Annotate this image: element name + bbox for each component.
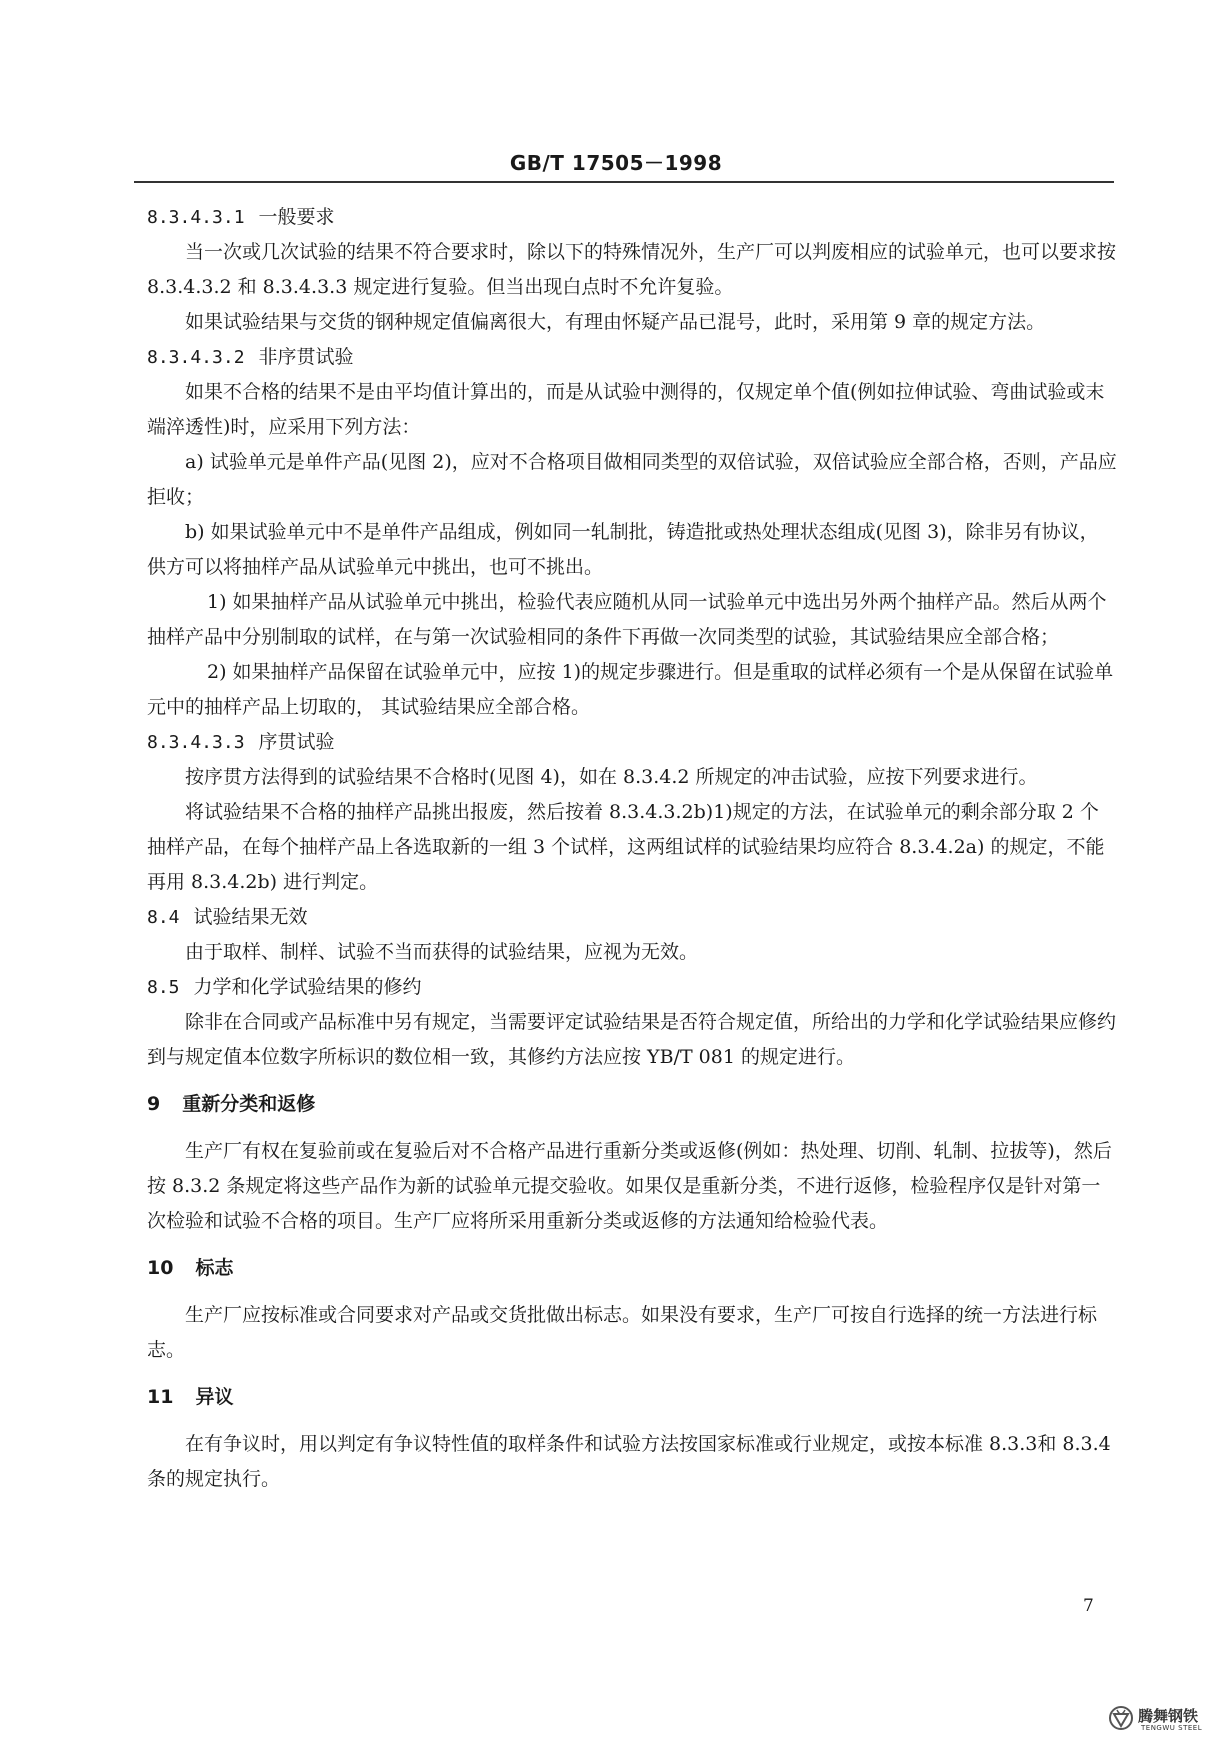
chapter-heading: [147, 1087, 1117, 1122]
header-rule: [134, 181, 1114, 183]
paragraph: 生产厂有权在复验前或在复验后对不合格产品进行重新分类或返修(例如：热处理、切削、轧制、拉拔等)，然后按 8.3.2 条规定将这些产品作为新的试验单元提交验收。如果仅是重新分类，不进行返修，检验程序仅是针对第一次检验和试验不合格的项目。生产厂应将所采用重新分类或返修的方法通知给检验代表。: [147, 1140, 1112, 1232]
watermark-logo: [1108, 1703, 1232, 1735]
paragraph: 1) 如果抽样产品从试验单元中挑出，检验代表应随机从同一试验单元中选出另外两个抽样产品。然后从两个抽样产品中分别制取的试样，在与第一次试验相同的条件下再做一次同类型的试验，其试验结果应全部合格；: [147, 591, 1107, 648]
paragraph: 如果试验结果与交货的钢种规定值偏离很大，有理由怀疑产品已混号，此时，采用第 9 章的规定方法。: [185, 311, 1046, 333]
clause-title: 序贯试验: [258, 731, 335, 753]
clause-heading: [147, 970, 1117, 1005]
watermark-name-en: TENGWU STEEL: [1141, 1724, 1203, 1732]
clause-number: 8.4: [147, 907, 180, 928]
chapter-heading: [147, 1380, 1117, 1415]
standard-code: GB/T 17505－1998: [509, 151, 723, 175]
clause-title: 试验结果无效: [193, 906, 308, 928]
paragraph: 如果不合格的结果不是由平均值计算出的，而是从试验中测得的，仅规定单个值(例如拉伸试验、弯曲试验或末端淬透性)时，应采用下列方法：: [147, 381, 1105, 438]
clause-number: 8.3.4.3.1: [147, 207, 245, 228]
paragraph: 将试验结果不合格的抽样产品挑出报废，然后按着 8.3.4.3.2b)1)规定的方法，在试验单元的剩余部分取 2 个抽样产品，在每个抽样产品上各选取新的一组 3 个试样，这两组试样的试验结果均应符合 8.3.4.2a) 的规定，不能再用 8.3.4.2b) 进行判定。: [147, 801, 1105, 893]
clause-heading: [147, 725, 1117, 760]
watermark-name-cn: 腾舞钢铁: [1138, 1707, 1199, 1725]
paragraph: 2) 如果抽样产品保留在试验单元中，应按 1)的规定步骤进行。但是重取的试样必须有一个是从保留在试验单元中的抽样产品上切取的， 其试验结果应全部合格。: [147, 661, 1114, 718]
clause-heading: [147, 340, 1117, 375]
clause-heading: [147, 900, 1117, 935]
paragraph: a) 试验单元是单件产品(见图 2)，应对不合格项目做相同类型的双倍试验，双倍试验应全部合格，否则，产品应拒收；: [147, 451, 1117, 508]
chapter-heading: [147, 1251, 1117, 1286]
clause-number: 8.3.4.3.2: [147, 347, 245, 368]
clause-number: 8.3.4.3.3: [147, 732, 245, 753]
clause-number: 9: [147, 1093, 161, 1115]
clause-title: 非序贯试验: [258, 346, 354, 368]
document-body: [147, 200, 1117, 1497]
clause-title: 异议: [195, 1386, 234, 1408]
page-number: 7: [1083, 1596, 1094, 1616]
paragraph: 生产厂应按标准或合同要求对产品或交货批做出标志。如果没有要求，生产厂可按自行选择的统一方法进行标志。: [147, 1304, 1098, 1361]
clause-number: 11: [147, 1386, 174, 1408]
paragraph: 由于取样、制样、试验不当而获得的试验结果，应视为无效。: [185, 941, 699, 963]
clause-title: 标志: [195, 1257, 234, 1279]
tengwu-logo-icon: [1108, 1705, 1134, 1731]
paragraph: b) 如果试验单元中不是单件产品组成，例如同一轧制批，铸造批或热处理状态组成(见图 3)，除非另有协议，供方可以将抽样产品从试验单元中挑出，也可不挑出。: [147, 521, 1099, 578]
clause-title: 重新分类和返修: [182, 1093, 316, 1115]
clause-number: 8.5: [147, 977, 180, 998]
paragraph: 按序贯方法得到的试验结果不合格时(见图 4)，如在 8.3.4.2 所规定的冲击试验，应按下列要求进行。: [185, 766, 1038, 788]
clause-title: 力学和化学试验结果的修约: [193, 976, 422, 998]
paragraph: 当一次或几次试验的结果不符合要求时，除以下的特殊情况外，生产厂可以判废相应的试验单元，也可以要求按 8.3.4.3.2 和 8.3.4.3.3 规定进行复验。但当出现白点时不允许复验。: [147, 241, 1117, 298]
paragraph: 除非在合同或产品标准中另有规定，当需要评定试验结果是否符合规定值，所给出的力学和化学试验结果应修约到与规定值本位数字所标识的数位相一致，其修约方法应按 YB/T 081 的规定进行。: [147, 1011, 1117, 1068]
clause-number: 10: [147, 1257, 174, 1279]
clause-heading: [147, 200, 1117, 235]
clause-title: 一般要求: [258, 206, 335, 228]
paragraph: 在有争议时，用以判定有争议特性值的取样条件和试验方法按国家标准或行业规定，或按本标准 8.3.3和 8.3.4 条的规定执行。: [147, 1433, 1111, 1490]
